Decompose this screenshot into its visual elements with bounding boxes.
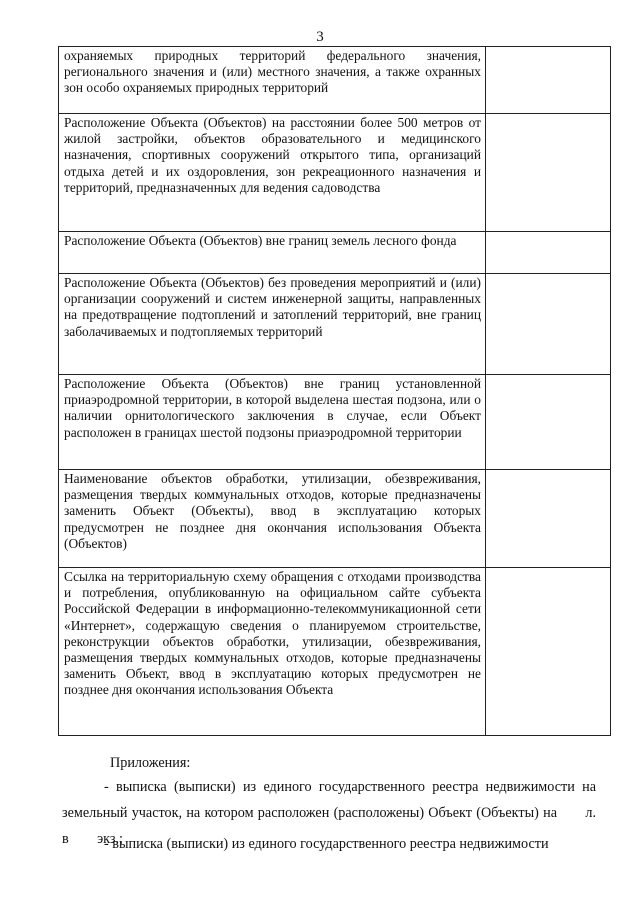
table-cell-description: Расположение Объекта (Объектов) вне границ установленной приаэродромной территории, в которой выделена шестая подзона, или о наличии орнитологического заключения в случае, если Объект расположен в границах шестой подзоны приаэродромной территории bbox=[59, 375, 486, 470]
appendix-item: - выписка (выписки) из единого государственного реестра недвижимости на земельный участок, на котором расположен (расположены) Объект (Объекты) на л. в экз.; bbox=[62, 779, 596, 847]
table-row bbox=[59, 114, 611, 232]
table-cell-description: Расположение Объекта (Объектов) на расстоянии более 500 метров от жилой застройки, объектов образовательного и медицинского назначения, спортивных сооружений открытого типа, организаций отдыха детей и их оздоровления, зон рекреационного назначения и территорий, предназначенных для ведения садоводства bbox=[59, 114, 486, 232]
table-cell-description: Наименование объектов обработки, утилизации, обезвреживания, размещения твердых коммунальных отходов, которые предназначены заменить Объект (Объекты), ввод в эксплуатацию которых предусмотрен не позднее дня окончания использования Объекта (Объектов) bbox=[59, 470, 486, 568]
table-cell-value bbox=[486, 274, 611, 375]
table-cell-value bbox=[486, 232, 611, 274]
requirements-table bbox=[58, 46, 611, 736]
table-cell-description: Ссылка на территориальную схему обращения с отходами производства и потребления, опубликованную на официальном сайте субъекта Российской Федерации в информационно-телекоммуникационной сети «Интернет», содержащую сведения о планируемом строительстве, реконструкции объектов обработки, утилизации, обезвреживания, размещения твердых коммунальных отходов, которые предназначены заменить Объект, ввод в эксплуатацию которых предусмотрен не позднее дня окончания использования Объекта bbox=[59, 568, 486, 736]
table-cell-value bbox=[486, 114, 611, 232]
table-cell-value bbox=[486, 375, 611, 470]
table-row bbox=[59, 375, 611, 470]
page-number: 3 bbox=[316, 29, 324, 45]
table-cell-description: Расположение Объекта (Объектов) без проведения мероприятий и (или) организации сооружений и систем инженерной защиты, направленных на предотвращение подтоплений и затоплений территорий, вне границ заболачиваемых и подтопляемых территорий bbox=[59, 274, 486, 375]
table-row bbox=[59, 274, 611, 375]
table-row bbox=[59, 470, 611, 568]
table-cell-value bbox=[486, 470, 611, 568]
table-row bbox=[59, 47, 611, 114]
table-cell-description: Расположение Объекта (Объектов) вне границ земель лесного фонда bbox=[59, 232, 486, 274]
appendix-item: - выписка (выписки) из единого государственного реестра недвижимости bbox=[104, 836, 549, 852]
table-cell-value bbox=[486, 568, 611, 736]
appendix-title: Приложения: bbox=[110, 755, 191, 771]
table-row bbox=[59, 232, 611, 274]
table-cell-description: охраняемых природных территорий федерального значения, регионального значения и (или) местного значения, а также охранных зон особо охраняемых природных территорий bbox=[59, 47, 486, 114]
table-row bbox=[59, 568, 611, 736]
table-cell-value bbox=[486, 47, 611, 114]
